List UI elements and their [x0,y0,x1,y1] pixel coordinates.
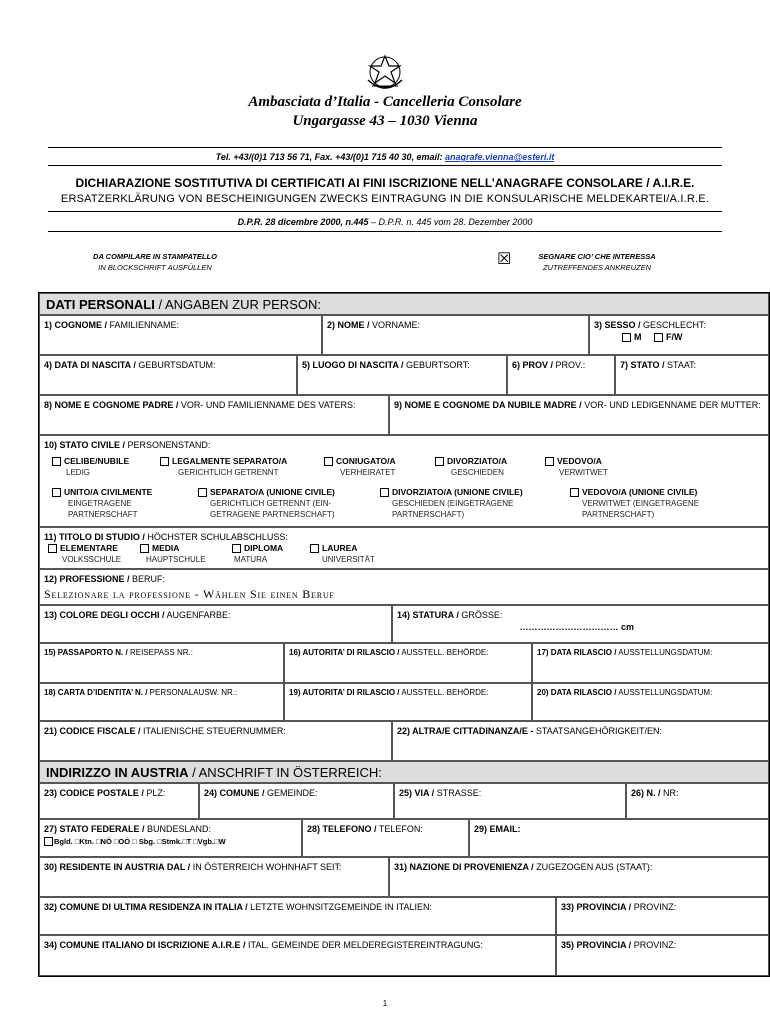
field-label: STRASSE: [434,788,482,798]
education-option-1[interactable] [48,543,121,565]
option-checkbox[interactable] [570,488,579,497]
civil-option-8[interactable] [380,487,560,520]
field-label: DIPLOMA [244,543,284,553]
field-label: BERUF: [129,574,166,584]
field-mother-name[interactable] [389,395,769,435]
sex-f-label: F/W [666,332,683,342]
field-label: PLZ: [143,788,166,798]
field-origin-country[interactable] [389,857,769,897]
field-label: 20) DATA RILASCIO / [537,688,617,697]
field-aire-municipality[interactable] [39,935,556,976]
field-sex [589,315,769,355]
field-label: LEGALMENTE SEPARATO/A [172,456,288,466]
sex-f-checkbox[interactable] [654,333,663,342]
field-label: LEDIG [66,468,91,477]
field-label: EINGETRAGENE PARTNERSCHAFT [68,499,138,519]
field-label: 34) COMUNE ITALIANO DI ISCRIZIONE A.I.R.E / [44,940,246,950]
field-municipality[interactable] [199,783,394,819]
field-label: 5) LUOGO DI NASCITA / [302,360,404,370]
field-label: VOR- UND FAMILIENNAME DES VATERS: [178,400,356,410]
federal-state-options[interactable]: Bgld. □Ktn. □NÖ □OÖ □ Sbg. □Stmk.□T □Vgb.□W [54,837,226,846]
field-street[interactable] [394,783,626,819]
dpr-italian: D.P.R. 28 dicembre 2000, n.445 [237,217,369,227]
embassy-address: Ungargasse 43 – 1030 Vienna [292,113,478,129]
dpr-line [0,217,770,227]
field-label: PERSONENSTAND: [125,440,211,450]
civil-option-5[interactable] [545,456,608,478]
field-label: AUSSTELLUNGSDATUM: [616,648,713,657]
option-checkbox[interactable] [52,488,61,497]
field-label: HAUPTSCHULE [146,555,206,564]
field-house-number[interactable] [626,783,769,819]
field-label: PROV.: [553,360,586,370]
divider [48,165,722,166]
field-label: AUGENFARBE: [164,610,231,620]
field-label: AUSSTELLUNGSDATUM: [616,688,713,697]
civil-option-2[interactable] [160,456,287,478]
field-label: STAAT: [664,360,697,370]
field-resident-since[interactable] [39,857,389,897]
field-id-card-authority[interactable] [284,683,532,721]
civil-option-6[interactable] [52,487,192,520]
sex-m-checkbox[interactable] [622,333,631,342]
field-father-name[interactable] [39,395,389,435]
field-label: VEDOVO/A (UNIONE CIVILE) [582,487,698,497]
option-checkbox[interactable] [48,544,57,553]
checked-checkbox-icon: ☒ [497,251,512,268]
field-label: 25) VIA / [399,788,435,798]
field-label: 4) DATA DI NASCITA / [44,360,136,370]
field-label: STAATSANGEHÖRIGKEIT/EN: [533,726,663,736]
field-label: 35) PROVINCIA / [561,940,632,950]
field-label: 29) EMAIL: [474,824,521,834]
section-title-italian: DATI PERSONALI [46,297,155,312]
civil-option-9[interactable] [570,487,760,520]
field-label: GESCHLECHT: [640,320,707,330]
field-civil-status [39,435,769,527]
field-label: VORNAME: [369,320,421,330]
title-german: ERSATZERKLÄRUNG VON BESCHEINIGUNGEN ZWECKS EINTRAGUNG IN DIE KONSULARISCHE MELDEKARTEI/A.I.R.E. [60,193,710,205]
section-title-italian: INDIRIZZO IN AUSTRIA [46,765,189,780]
instruction-italian: DA COMPILARE IN STAMPATELLO [93,252,217,261]
field-label: SEPARATO/A (UNIONE CIVILE) [210,487,335,497]
field-label: GESCHIEDEN [451,468,504,477]
divider [48,231,722,232]
field-label: 23) CODICE POSTALE / [44,788,144,798]
field-profession [39,569,769,605]
field-label: PERSONALAUSW. NR.: [147,688,238,697]
field-label: 8) NOME E COGNOME PADRE / [44,400,179,410]
field-label: 21) CODICE FISCALE / [44,726,141,736]
aire-form [38,292,770,977]
field-label: 22) ALTRA/E CITTADINANZA/E - [397,726,534,736]
instruction-german: IN BLOCKSCHRIFT AUSFÜLLEN [98,263,212,272]
field-email[interactable] [469,819,769,857]
field-label: UNITO/A CIVILMENTE [64,487,153,497]
field-label: VERWITWET [559,468,608,477]
option-checkbox[interactable] [160,457,169,466]
section-address-austria [39,761,769,783]
dpr-german: – D.P.R. n. 445 vom 28. Dezember 2000 [368,217,533,227]
field-label: 17) DATA RILASCIO / [537,648,617,657]
mark-instruction [512,251,682,273]
field-label: UNIVERSITÄT [322,555,375,564]
field-label: 15) PASSAPORTO N. / [44,648,128,657]
field-state[interactable] [615,355,769,395]
field-label: GERICHTLICH GETRENNT (EIN-GETRAGENE PARTNERSCHAFT) [210,499,335,519]
field-label: MATURA [234,555,268,564]
field-label: 24) COMUNE / [204,788,265,798]
field-label: AUSSTELL. BEHÖRDE: [399,648,489,657]
field-label: LAUREA [322,543,358,553]
field-label: 10) STATO CIVILE / [44,440,126,450]
field-label: MEDIA [152,543,180,553]
field-label: GEMEINDE: [264,788,318,798]
field-label: DIVORZIATO/A (UNIONE CIVILE) [392,487,523,497]
field-label: CONIUGATO/A [336,456,396,466]
field-id-card-date[interactable] [532,683,769,721]
field-label: 11) TITOLO DI STUDIO / [44,532,145,542]
option-checkbox[interactable] [435,457,444,466]
italian-emblem-icon [360,52,410,94]
option-checkbox[interactable] [310,544,319,553]
field-label: IN ÖSTERREICH WOHNHAFT SEIT: [190,862,342,872]
divider [48,211,722,212]
field-eye-color[interactable] [39,605,392,643]
field-label: 7) STATO / [620,360,665,370]
field-label: ITAL. GEMEINDE DER MELDEREGISTEREINTRAGUNG: [245,940,483,950]
mark-instruction-german: ZUTREFFENDES ANKREUZEN [542,263,652,272]
field-label: CELIBE/NUBILE [64,456,130,466]
field-label: VEDOVO/A [557,456,602,466]
field-label: 2) NOME / [327,320,370,330]
education-option-4[interactable] [310,543,375,565]
option-checkbox[interactable] [324,457,333,466]
field-label: 9) NOME E COGNOME DA NUBILE MADRE / [394,400,582,410]
field-label: GEBURTSORT: [403,360,470,370]
field-aire-province[interactable] [556,935,769,976]
option-checkbox[interactable] [232,544,241,553]
field-last-province[interactable] [556,897,769,935]
field-label: PROVINZ: [631,940,677,950]
field-label: 16) AUTORITA’ DI RILASCIO / [289,648,400,657]
civil-option-4[interactable] [435,456,507,478]
education-option-2[interactable] [140,543,206,565]
contact-line [0,152,770,162]
field-label: BUNDESLAND: [144,824,212,834]
field-label: ITALIENISCHE STEUERNUMMER: [140,726,286,736]
field-label: GESCHIEDEN (EINGETRAGENE PARTNERSCHAFT) [392,499,514,519]
title-italian: DICHIARAZIONE SOSTITUTIVA DI CERTIFICATI AI FINI ISCRIZIONE NELL’ANAGRAFE CONSOLARE / A.I.R.E. [75,176,695,190]
field-label: 27) STATO FEDERALE / [44,824,145,834]
field-label: ZUGEZOGEN AUS (STAAT): [533,862,653,872]
embassy-name: Ambasciata d’Italia - Cancelleria Consolare [248,94,522,110]
field-postal-code[interactable] [39,783,199,819]
option-checkbox[interactable] [140,544,149,553]
field-birth-date[interactable] [39,355,297,395]
field-birth-place[interactable] [297,355,507,395]
field-label: ELEMENTARE [60,543,118,553]
civil-option-3[interactable] [324,456,396,478]
field-label: AUSSTELL. BEHÖRDE: [399,688,489,697]
field-label: 32) COMUNE DI ULTIMA RESIDENZA IN ITALIA / [44,902,248,912]
fill-instruction [60,251,250,273]
field-label: 3) SESSO / [594,320,641,330]
field-label: 13) COLORE DEGLI OCCHI / [44,610,165,620]
field-federal-state [39,819,302,857]
height-unit: …………………………… cm [519,622,634,632]
field-id-card-number[interactable] [39,683,284,721]
divider [48,147,722,148]
contact-text: Tel. +43/(0)1 713 56 71, Fax. +43/(0)1 715 40 30, email: [215,152,445,162]
option-checkbox[interactable] [198,488,207,497]
field-phone[interactable] [302,819,469,857]
sex-m-label: M [634,332,642,342]
field-label: LETZTE WOHNSITZGEMEINDE IN ITALIEN: [247,902,433,912]
field-label: 6) PROV / [512,360,554,370]
contact-email-link[interactable]: anagrafe.vienna@esteri.it [445,152,555,162]
field-label: FAMILIENNAME: [107,320,180,330]
field-label: VOR- UND LEDIGENNAME DER MUTTER: [581,400,761,410]
field-label: DIVORZIATO/A [447,456,508,466]
civil-option-7[interactable] [198,487,378,520]
option-checkbox[interactable] [380,488,389,497]
field-label: VOLKSSCHULE [62,555,122,564]
education-option-3[interactable] [232,543,283,565]
field-other-citizenship[interactable] [392,721,769,761]
field-label: 31) NAZIONE DI PROVENIENZA / [394,862,534,872]
field-passport-number[interactable] [39,643,284,683]
field-passport-date[interactable] [532,643,769,683]
field-surname[interactable] [39,315,322,355]
field-last-italian-municipality[interactable] [39,897,556,935]
page-number: 1 [382,999,388,1008]
field-label: GRÖSSE: [458,610,503,620]
profession-select[interactable]: Selezionare la professione - Wählen Sie einen Beruf [44,587,335,601]
option-checkbox[interactable] [52,457,61,466]
field-label: GERICHTLICH GETRENNT [178,468,279,477]
section-title-german: / ANGABEN ZUR PERSON: [154,297,321,312]
section-personal-data [39,293,769,315]
field-label: 28) TELEFONO / [307,824,377,834]
option-checkbox[interactable] [545,457,554,466]
field-label: VERHEIRATET [340,468,396,477]
field-label: 33) PROVINCIA / [561,902,632,912]
field-label: NR: [660,788,679,798]
field-first-name[interactable] [322,315,589,355]
field-label: 12) PROFESSIONE / [44,574,130,584]
field-label: 1) COGNOME / [44,320,108,330]
field-label: HÖCHSTER SCHULABSCHLUSS: [144,532,288,542]
field-label: 18) CARTA D’IDENTITA’ N. / [44,688,148,697]
field-label: REISEPASS NR.: [127,648,193,657]
field-label: GEBURTSDATUM: [135,360,216,370]
field-province[interactable] [507,355,615,395]
field-label: 14) STATURA / [397,610,459,620]
field-label: 26) N. / [631,788,661,798]
field-tax-code[interactable] [39,721,392,761]
field-label: VERWITWET (EINGETRAGENE PARTNERSCHAFT) [582,499,700,519]
field-passport-authority[interactable] [284,643,532,683]
section-title-german: / ANSCHRIFT IN ÖSTERREICH: [188,765,382,780]
field-label: TELEFON: [376,824,423,834]
field-height[interactable] [392,605,769,643]
civil-option-1[interactable] [52,456,129,478]
field-label: PROVINZ: [631,902,677,912]
field-education [39,527,769,569]
mark-instruction-italian: SEGNARE CIO’ CHE INTERESSA [538,252,656,261]
field-label: 19) AUTORITA’ DI RILASCIO / [289,688,400,697]
state-bgld-checkbox[interactable] [44,837,53,846]
field-label: 30) RESIDENTE IN AUSTRIA DAL / [44,862,191,872]
